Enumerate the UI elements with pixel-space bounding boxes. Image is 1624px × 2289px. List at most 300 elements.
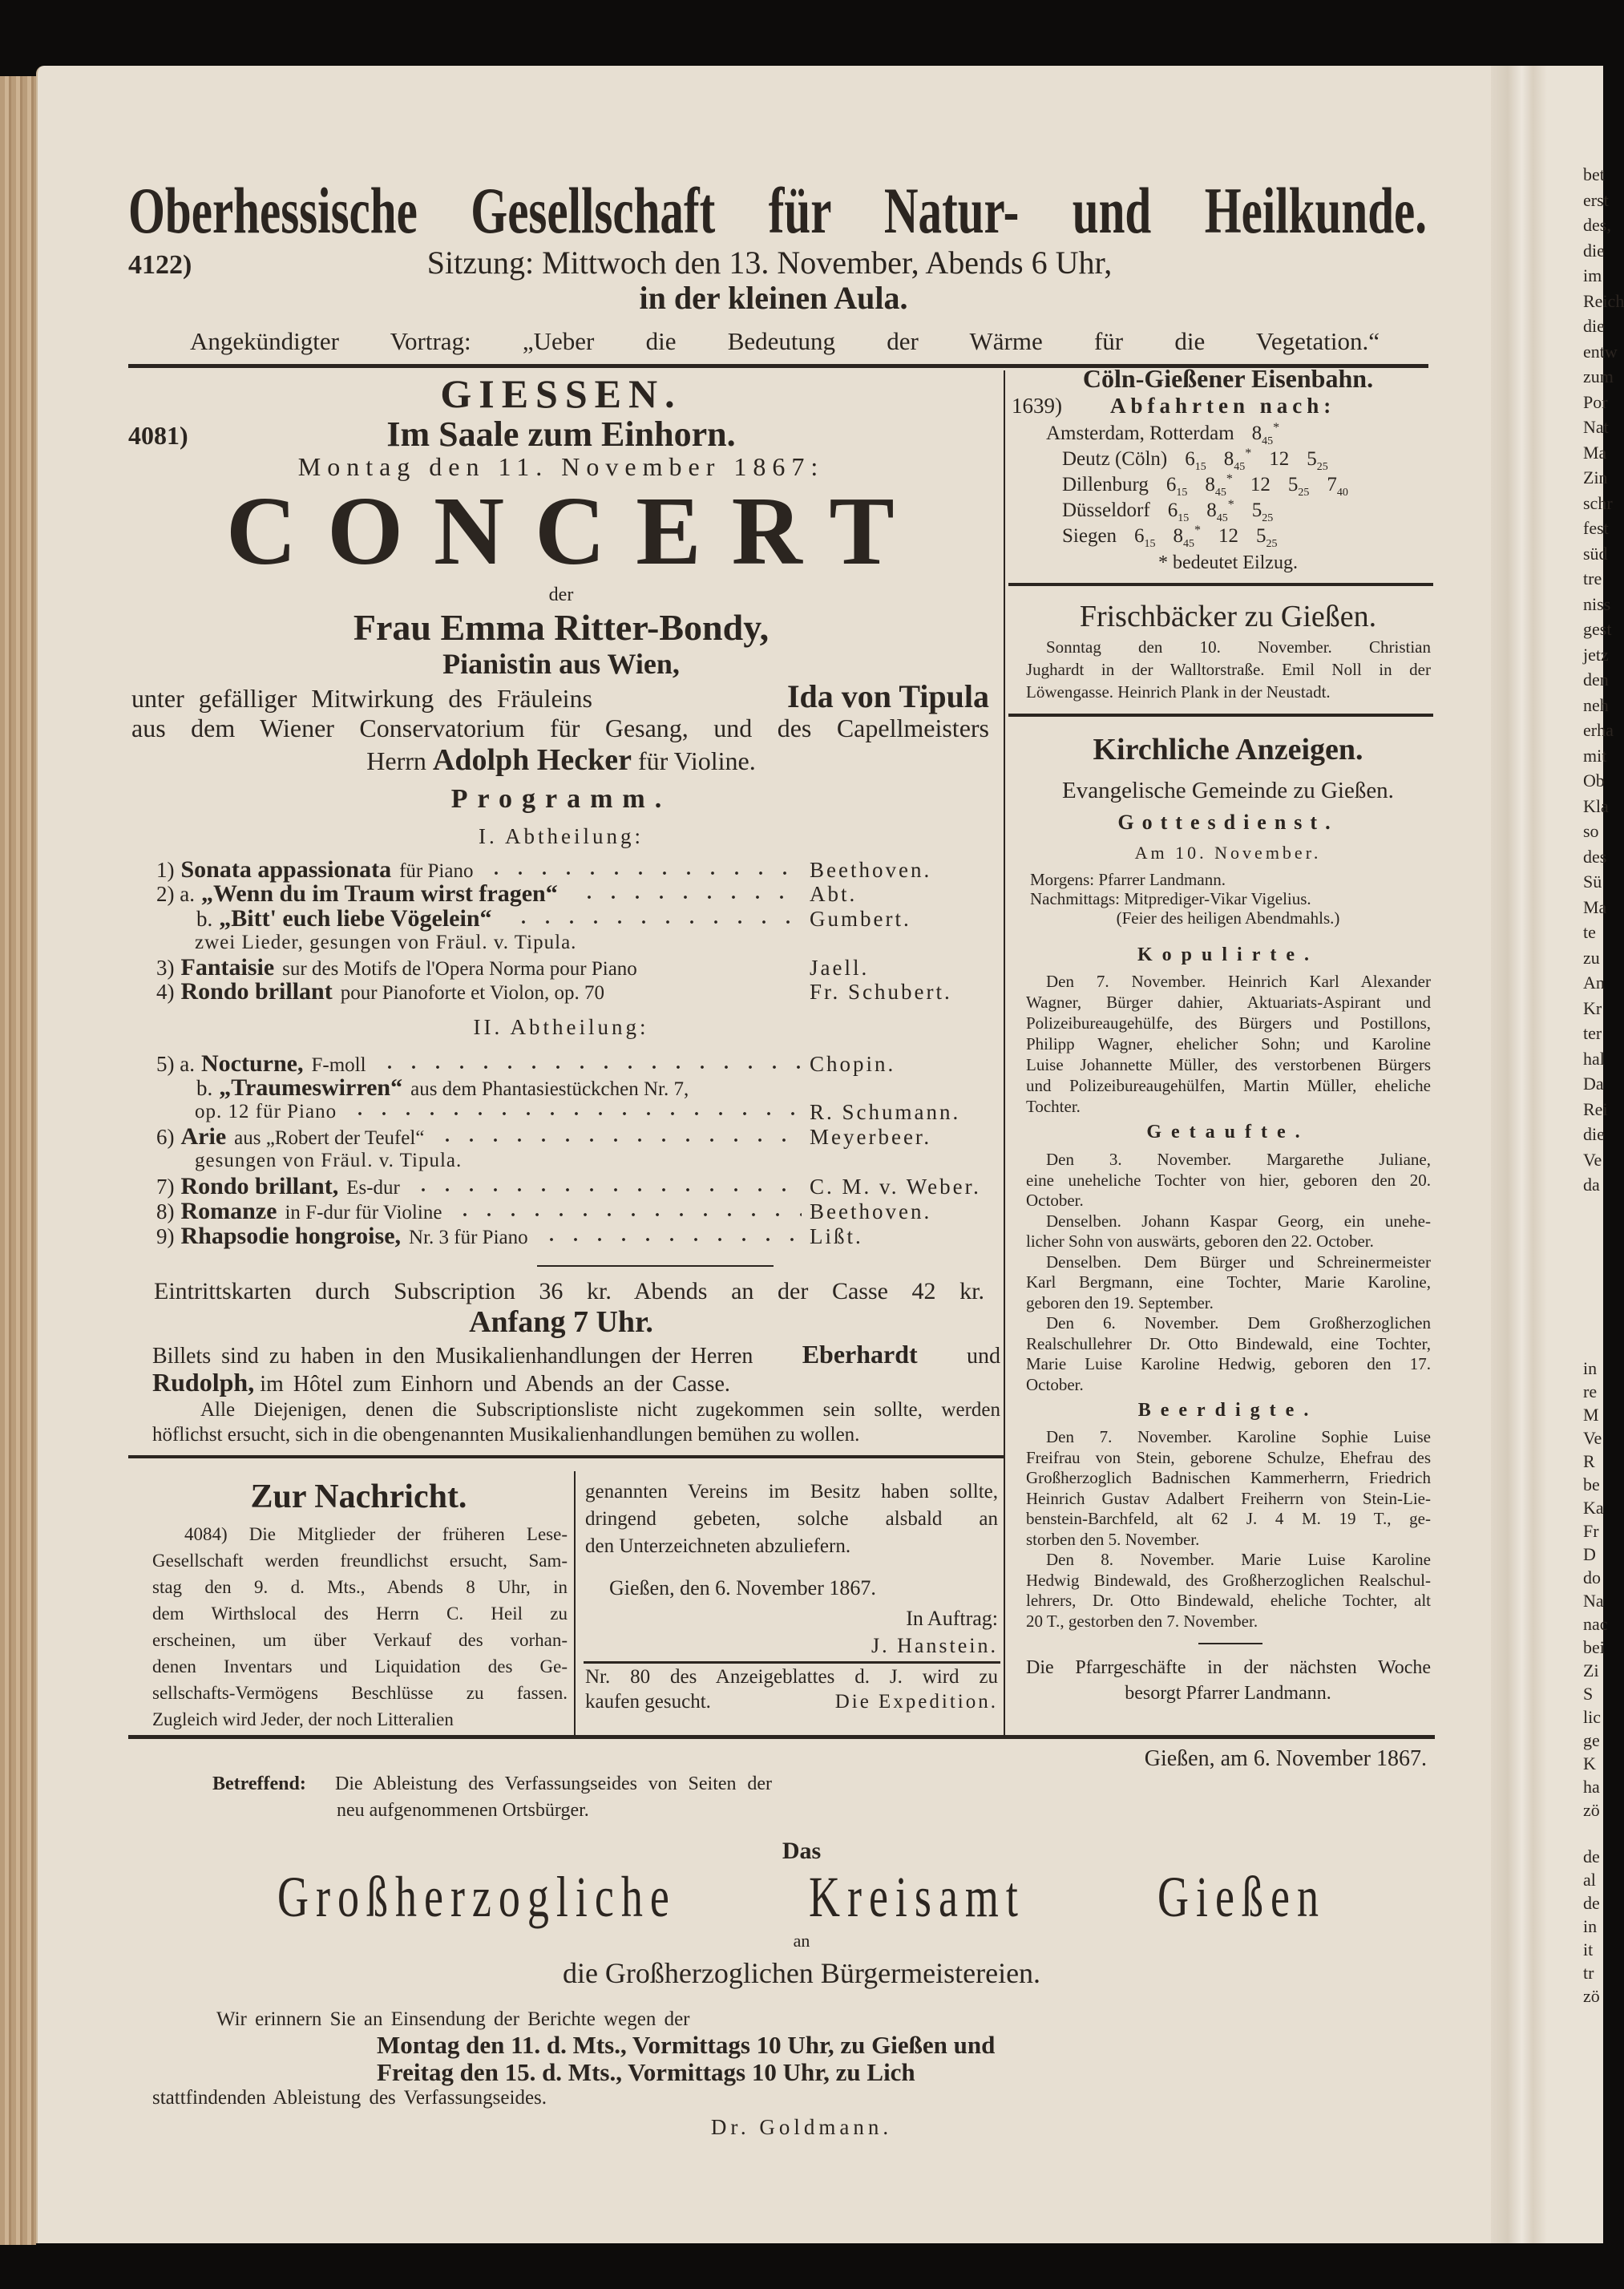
program-item-detail: aus dem Phantasiestückchen Nr. 7, <box>410 1078 689 1100</box>
program-item-main <box>156 1224 810 1248</box>
leader-dots <box>511 918 802 926</box>
program-item-composer: R. Schumann. <box>810 1100 961 1124</box>
burial-line: Großherzoglich Badnischen Kammerherrn, Friedrich <box>1026 1468 1431 1487</box>
railway-express-note: * bedeutet Eilzug. <box>1158 552 1298 573</box>
departure-time <box>1185 448 1206 473</box>
program-item-detail: für Piano <box>399 860 474 882</box>
railway-station: Dillenburg <box>1062 474 1149 495</box>
burial-line: Freifrau von Stein, geborene Schulze, Ehefrau des <box>1026 1447 1431 1467</box>
facing-page-fragment: tre <box>1583 568 1602 588</box>
departure-time <box>1251 499 1274 524</box>
departure-hour: 6 <box>1134 525 1145 547</box>
facing-page-fragment: de <box>1583 1893 1600 1913</box>
burial-line: Heinrich Gustav Adalbert Freiherrn von Stein-Lie- <box>1026 1488 1431 1508</box>
departure-minutes: 45 <box>1183 538 1195 550</box>
nachricht-continued-line: dringend gebeten, solche alsbald an <box>585 1508 998 1530</box>
program-item <box>156 931 1006 955</box>
program-item-main <box>156 882 810 906</box>
program-item-title: „Bitt' euch liebe Vögelein“ <box>219 905 492 932</box>
book-gutter <box>1491 66 1547 2243</box>
departure-minutes: 45 <box>1214 487 1226 499</box>
program-item <box>156 1076 1006 1100</box>
facing-page-fragment: D <box>1583 1544 1596 1564</box>
departure-time <box>1205 472 1233 499</box>
facing-page-fragment: neh <box>1583 694 1609 715</box>
rule-church-closing <box>1198 1643 1262 1644</box>
program-item-detail: in F-dur für Violine <box>285 1202 442 1223</box>
program-item <box>156 980 1006 1004</box>
program-item-main <box>156 1052 810 1076</box>
leader-dots <box>378 1063 802 1071</box>
departure-minutes: 25 <box>1298 487 1310 499</box>
facing-page-fragment: da <box>1583 1175 1600 1195</box>
facing-page-fragment: Ma <box>1583 442 1607 463</box>
facing-page-fragment: it <box>1583 1939 1594 1959</box>
kreisamt-date-2: Freitag den 15. d. Mts., Vormittags 10 Uhr, zu Lich <box>377 2058 915 2086</box>
departure-hour: 5 <box>1287 474 1299 495</box>
facing-page-fragment: Ma <box>1583 896 1607 917</box>
burials-heading: Beerdigte. <box>1137 1400 1319 1421</box>
departure-hour: 6 <box>1165 474 1177 495</box>
leader-dots <box>348 1110 802 1118</box>
departure-time <box>1173 524 1202 550</box>
rule-concert-end <box>128 1455 1004 1458</box>
concert-line-3-prefix: Herrn <box>366 746 426 775</box>
billets-line-2 <box>152 1369 730 1396</box>
billets-location: im Hôtel zum Einhorn und Abends an der Casse. <box>260 1372 730 1397</box>
program-item-title: Romanze <box>180 1198 277 1224</box>
bakers-title: Frischbäcker zu Gießen. <box>1079 600 1377 633</box>
rule-bakers <box>1008 714 1433 717</box>
facing-page-fragment: süd <box>1583 543 1608 564</box>
program-item <box>156 858 1006 882</box>
kreisamt-recipients: die Großherzoglichen Bürgermeistereien. <box>562 1957 1041 1989</box>
society-title: Oberhessische Gesellschaft für Natur- und Heilkunde. <box>128 174 1428 247</box>
facing-page-fragment: Nat <box>1583 417 1609 437</box>
program-item-composer: Meyerbeer. <box>810 1125 932 1149</box>
program-item-detail: sur des Motifs de l'Opera Norma pour Piano <box>282 958 637 980</box>
express-marker: * <box>1226 472 1233 486</box>
facing-page-fragment: re <box>1583 1381 1598 1401</box>
departure-time <box>1250 474 1271 495</box>
nachricht-line: erscheinen, um über Verkauf des vorhan- <box>152 1630 568 1650</box>
baptism-line: October. <box>1026 1374 1084 1394</box>
program-item-main <box>195 1149 810 1173</box>
program-item-number: 5) a. <box>156 1052 195 1076</box>
program-item-composer: Jaell. <box>810 956 870 980</box>
railway-row <box>1062 447 1328 473</box>
program-item-note: gesungen von Fräul. v. Tipula. <box>195 1150 463 1171</box>
nachricht-place-date: Gießen, den 6. November 1867. <box>609 1576 876 1599</box>
concert-performer-role: Pianistin aus Wien, <box>442 648 680 680</box>
billets-text: Billets sind zu haben in den Musikalienhandlungen der Herren <box>152 1344 753 1369</box>
burial-line: 20 T., gestorben den 7. November. <box>1026 1611 1258 1631</box>
program-item-number: 1) <box>156 858 175 882</box>
departure-time <box>1307 448 1328 473</box>
departure-time <box>1287 474 1310 499</box>
baptism-line: Denselben. Dem Bürger und Schreinermeister <box>1046 1252 1431 1272</box>
departure-time <box>1206 498 1234 524</box>
program-item-title: Sonata appassionata <box>180 856 392 883</box>
facing-page-fragment: mit <box>1583 745 1607 766</box>
program-item <box>156 956 1006 980</box>
program-item-number: 3) <box>156 956 175 980</box>
services-morning: Morgens: Pfarrer Landmann. <box>1030 870 1226 889</box>
nachricht-title: Zur Nachricht. <box>250 1478 467 1515</box>
departure-hour: 12 <box>1218 525 1239 547</box>
book-page-edges <box>0 76 36 2245</box>
nachricht-by-order: In Auftrag: <box>906 1607 998 1630</box>
billets-shop-eberhardt: Eberhardt <box>802 1340 918 1369</box>
facing-page-fragment: al <box>1583 1870 1596 1890</box>
facing-page-fragment: Ob <box>1583 770 1605 791</box>
program-item-title: Rondo brillant, <box>180 1173 339 1199</box>
program-item-main <box>156 1199 810 1223</box>
railway-row <box>1046 422 1279 447</box>
departure-hour: 6 <box>1167 499 1178 521</box>
departure-hour: 6 <box>1185 448 1195 470</box>
railway-station: Amsterdam, Rotterdam <box>1046 423 1234 444</box>
program-item-composer: Lißt. <box>810 1224 863 1248</box>
kreisamt-subject-line-2: neu aufgenommenen Ortsbürger. <box>337 1800 589 1821</box>
baptism-line: Denselben. Johann Kaspar Georg, ein unehe- <box>1046 1211 1431 1231</box>
nachricht-line: 4084) Die Mitglieder der früheren Lese- <box>184 1524 568 1544</box>
program-item <box>156 882 1006 906</box>
concert-violinist: Adolph Hecker <box>432 743 632 777</box>
burial-line: Den 7. November. Karoline Sophie Luise <box>1046 1427 1431 1446</box>
bakers-line: Sonntag den 10. November. Christian <box>1046 637 1431 657</box>
program-item <box>156 1052 1006 1076</box>
leader-dots <box>435 1136 802 1144</box>
baptism-line: Realschullehrer Dr. Otto Bindewald, eine Tochter, <box>1026 1333 1431 1353</box>
program-item-main <box>156 1125 810 1149</box>
rule-program-end <box>537 1265 774 1267</box>
departure-time <box>1251 421 1280 447</box>
nachricht-signature: J. Hanstein. <box>871 1634 998 1657</box>
nachricht-line: sellschafts-Vermögens Beschlüsse zu fassen. <box>152 1683 568 1703</box>
facing-page-fragment: K <box>1583 1753 1596 1773</box>
concert-line-3-suffix: für Violine. <box>637 746 756 775</box>
church-closing-line-2: besorgt Pfarrer Landmann. <box>1125 1683 1331 1704</box>
burial-line: lehrers, Dr. Otto Bindewald, eheliche Tochter, alt <box>1026 1591 1431 1610</box>
nachricht-continued-line: genannten Vereins im Besitz haben sollte, <box>585 1481 998 1502</box>
facing-page-fragment: ha <box>1583 1777 1600 1797</box>
departure-hour: 8 <box>1223 448 1234 470</box>
church-congregation: Evangelische Gemeinde zu Gießen. <box>1062 778 1394 803</box>
program-item <box>156 1125 1006 1149</box>
nachricht-line: Gesellschaft werden freundlichst ersucht, Sam- <box>152 1551 568 1571</box>
departure-minutes: 25 <box>1316 461 1328 473</box>
bakers-line: Löwengasse. Heinrich Plank in der Neustadt. <box>1026 682 1331 702</box>
facing-page-fragment: ter <box>1583 1023 1602 1043</box>
nachricht-line: dem Wirthslocal des Herrn C. Heil zu <box>152 1604 568 1624</box>
departure-minutes: 45 <box>1234 461 1246 473</box>
program-heading: Programm. <box>450 784 672 814</box>
rule-wanted <box>584 1661 1000 1664</box>
facing-page-fragment: Rei <box>1583 1098 1608 1119</box>
concert-line-2: aus dem Wiener Conservatorium für Gesang, und des Capellmeisters <box>131 714 989 742</box>
burial-line: Hedwig Bindewald, des Großherzoglichen Realschul- <box>1026 1570 1431 1590</box>
facing-page-fragment: Kr <box>1583 997 1602 1018</box>
concert-venue: Im Saale zum Einhorn. <box>386 415 736 454</box>
railway-row <box>1062 524 1278 550</box>
program-item <box>156 1224 1006 1248</box>
program-item-main <box>196 907 810 931</box>
departure-hour: 5 <box>1307 448 1317 470</box>
concert-title: CONCERT <box>226 477 925 585</box>
bakers-line: Jughardt in der Walltorstraße. Emil Noll in der <box>1026 660 1431 679</box>
program-item-title: „Wenn du im Traum wirst fragen“ <box>200 880 558 907</box>
program-item <box>156 1100 1006 1124</box>
kreisamt-an: an <box>793 1931 810 1951</box>
baptism-line: Den 3. November. Margarethe Juliane, <box>1046 1150 1431 1169</box>
facing-page-fragment: Da <box>1583 1074 1604 1094</box>
departure-time <box>1327 474 1348 499</box>
concert-notice-number: 4081) <box>128 421 188 450</box>
session-line: Sitzung: Mittwoch den 13. November, Abends 6 Uhr, <box>426 245 1113 281</box>
program-item-title: Arie <box>180 1123 227 1150</box>
departure-hour: 8 <box>1251 423 1262 444</box>
facing-page-fragment: lic <box>1583 1707 1601 1727</box>
facing-page-fragment: die <box>1583 1124 1605 1144</box>
billets-line-1 <box>152 1341 1000 1368</box>
program-item-composer: C. M. v. Weber. <box>810 1175 981 1199</box>
program-item-number: b. <box>196 1076 213 1100</box>
billets-shop-rudolph: Rudolph, <box>152 1368 255 1397</box>
marriage-line: Philipp Wagner, ehelicher Sohn; und Karoline <box>1026 1034 1431 1054</box>
railway-row <box>1062 499 1273 524</box>
program-item-note: zwei Lieder, gesungen von Fräul. v. Tipula. <box>195 932 577 953</box>
baptism-line: geboren den 19. September. <box>1026 1292 1214 1312</box>
program-item-note: op. 12 für Piano <box>195 1101 337 1122</box>
marriages-heading: Kopulirte. <box>1137 944 1319 965</box>
program-item-main <box>156 980 810 1004</box>
facing-page-fragment: die <box>1583 240 1605 261</box>
wanted-line-last: kaufen gesucht. <box>585 1691 711 1713</box>
departure-hour: 5 <box>1251 499 1262 521</box>
program-item <box>156 1199 1006 1223</box>
kreisamt-subject-line-1: Die Ableistung des Verfassungseides von Seiten der <box>335 1773 772 1794</box>
departure-time <box>1256 525 1278 550</box>
departure-minutes: 25 <box>1266 538 1278 550</box>
facing-page-fragment: bet <box>1583 164 1605 184</box>
program-item-main <box>156 858 810 882</box>
services-heading: Gottesdienst. <box>1117 811 1339 834</box>
facing-page-fragment: zum <box>1583 366 1614 386</box>
kreisamt-subject-label: Betreffend: <box>212 1773 306 1794</box>
facing-page-fragment: zu <box>1583 947 1600 968</box>
rule-bottom-section <box>128 1735 1435 1739</box>
subscription-notice-line: höflichst ersucht, sich in die obengenannten Musikalienhandlungen bemühen zu wollen. <box>152 1424 860 1446</box>
concert-city: GIESSEN. <box>440 371 682 416</box>
departure-time <box>1165 474 1188 499</box>
program-item-title: Rhapsodie hongroise, <box>180 1223 402 1249</box>
facing-page-fragment: in <box>1583 1358 1598 1378</box>
burial-line: storben den 5. November. <box>1026 1529 1200 1549</box>
kreisamt-body-end: stattfindenden Ableistung des Verfassungseides. <box>152 2087 547 2109</box>
wanted-line: Nr. 80 des Anzeigeblattes d. J. wird zu <box>585 1666 998 1688</box>
facing-page-fragment: nac <box>1583 1614 1608 1634</box>
lecture-line: Angekündigter Vortrag: „Ueber die Bedeutung der Wärme für die Vegetation.“ <box>190 327 1380 355</box>
departure-minutes: 45 <box>1216 512 1228 524</box>
concert-guest-singer: Ida von Tipula <box>786 678 989 714</box>
nachricht-line: stag den 9. d. Mts., Abends 8 Uhr, in <box>152 1577 568 1597</box>
services-date: Am 10. November. <box>1134 843 1322 863</box>
railway-title: Cöln-Gießener Eisenbahn. <box>1082 364 1374 393</box>
departure-hour: 8 <box>1173 525 1184 547</box>
express-marker: * <box>1194 524 1202 537</box>
baptism-line: Marie Luise Karoline Hedwig, geboren den 17. <box>1026 1354 1431 1373</box>
facing-page-fragment: zö <box>1583 1986 1600 2006</box>
program-item-detail: aus „Robert der Teufel“ <box>234 1127 425 1149</box>
program-part-2-heading: II. Abtheilung: <box>473 1015 649 1039</box>
facing-page-fragment: be <box>1583 1474 1600 1494</box>
concert-der: der <box>548 584 574 605</box>
facing-page-fragment: do <box>1583 1567 1601 1587</box>
railway-notice-number: 1639) <box>1012 394 1062 418</box>
program-item-composer: Chopin. <box>810 1052 896 1076</box>
facing-page-fragment: des <box>1583 846 1607 867</box>
facing-page-fragment: Zin <box>1583 467 1608 487</box>
marriage-line: Den 7. November. Heinrich Karl Alexander <box>1046 972 1431 991</box>
marriage-line: Polizeibureaugehülfe, des Bürgers und Postillons, <box>1026 1013 1431 1033</box>
facing-page-fragment: tr <box>1583 1963 1594 1983</box>
nachricht-divider <box>574 1471 576 1736</box>
facing-page-fragment: jetz <box>1583 644 1609 665</box>
concert-date: Montag den 11. November 1867: <box>297 452 825 481</box>
facing-page-fragment: entw <box>1583 341 1618 362</box>
baptism-line: Den 6. November. Dem Großherzoglichen <box>1046 1313 1431 1333</box>
program-item-number: 4) <box>156 980 175 1004</box>
railway-row <box>1062 473 1348 499</box>
facing-page-fragment: Ka <box>1583 1498 1604 1518</box>
facing-page-fragment: im <box>1583 265 1602 285</box>
facing-page-fragment: te <box>1583 922 1596 942</box>
facing-page-fragment: hal <box>1583 1048 1605 1069</box>
nachricht-continued-line: den Unterzeichneten abzuliefern. <box>585 1535 851 1557</box>
departure-time <box>1218 525 1238 547</box>
express-marker: * <box>1245 447 1252 460</box>
express-marker: * <box>1227 498 1234 512</box>
program-item-number: 9) <box>156 1224 175 1248</box>
facing-page-fragment: bei <box>1583 1637 1605 1657</box>
facing-page-fragment: Fr <box>1583 1521 1599 1541</box>
program-item-composer: Beethoven. <box>810 1199 932 1223</box>
facing-page-fragment: zö <box>1583 1800 1600 1820</box>
departure-minutes: 25 <box>1262 512 1274 524</box>
railway-station: Deutz (Cöln) <box>1062 448 1168 470</box>
facing-page-fragment: gest <box>1583 619 1612 639</box>
church-title: Kirchliche Anzeigen. <box>1093 733 1363 766</box>
baptism-line: Karl Bergmann, eine Tochter, Marie Karoline, <box>1026 1272 1431 1292</box>
departure-hour: 7 <box>1327 474 1337 495</box>
facing-page-fragment: Kla <box>1583 795 1609 816</box>
program-item-main <box>195 931 810 955</box>
program-item <box>156 1175 1006 1199</box>
departure-hour: 5 <box>1256 525 1266 547</box>
program-part-1-heading: I. Abtheilung: <box>479 824 644 848</box>
program-item-title: „Traumeswirren“ <box>219 1074 403 1101</box>
session-location: in der kleinen Aula. <box>639 280 908 316</box>
kreisamt-body: Wir erinnern Sie an Einsendung der Berichte wegen der <box>216 2008 690 2030</box>
facing-page-fragment: erst <box>1583 189 1609 210</box>
facing-page-fragment: R <box>1583 1451 1595 1471</box>
program-item-composer: Beethoven. <box>810 858 932 882</box>
program-item-number: 7) <box>156 1175 175 1199</box>
concert-start-time: Anfang 7 Uhr. <box>469 1305 653 1339</box>
marriage-line: Luise Johannette Müller, des verstorbenen Bürgers <box>1026 1055 1431 1074</box>
program-item-detail: Es-dur <box>346 1177 400 1199</box>
rule-railway <box>1008 583 1433 586</box>
express-marker: * <box>1273 421 1280 435</box>
facing-page-fragment: M <box>1583 1405 1599 1425</box>
facing-page-fragment: schr <box>1583 492 1613 513</box>
facing-page-fragment: ge <box>1583 1730 1600 1750</box>
marriage-line: Tochter. <box>1026 1097 1081 1116</box>
departure-minutes: 15 <box>1178 512 1190 524</box>
facing-page-fragment: Na <box>1583 1591 1604 1611</box>
concert-performer: Frau Emma Ritter-Bondy, <box>353 607 770 648</box>
facing-page-fragment: Sü <box>1583 872 1602 892</box>
facing-page-fragment: de <box>1583 1846 1600 1866</box>
baptism-line: licher Sohn von auswärts, geboren den 22. October. <box>1026 1231 1374 1251</box>
facing-page-fragment: des, <box>1583 215 1611 235</box>
leader-dots <box>539 1235 802 1244</box>
concert-line-1-text: unter gefälliger Mitwirkung des Fräuleins <box>131 684 592 713</box>
railway-station: Düsseldorf <box>1062 499 1150 521</box>
departure-hour: 12 <box>1269 448 1290 470</box>
burial-line: Den 8. November. Marie Luise Karoline <box>1046 1550 1431 1569</box>
facing-page-fragment: An <box>1583 973 1605 993</box>
concert-line-1 <box>131 678 989 714</box>
baptism-line: eine uneheliche Tochter von hier, geboren den 20. <box>1026 1170 1431 1190</box>
departure-minutes: 15 <box>1176 487 1188 499</box>
facing-page-fragment: den <box>1583 669 1609 690</box>
burial-line: benstein-Barchfeld, alt 62 J. 4 M. 19 T., ge- <box>1026 1509 1431 1528</box>
leader-dots <box>411 1186 802 1194</box>
program-item-number: 6) <box>156 1125 175 1149</box>
program-item-main <box>156 1175 810 1199</box>
marriage-line: und Polizeibureaugehülfen, Martin Müller, eheliche <box>1026 1076 1431 1095</box>
program-item-title: Nocturne, <box>200 1050 304 1077</box>
kreisamt-das: Das <box>782 1838 822 1864</box>
leader-dots <box>577 893 802 901</box>
kreisamt-date-1: Montag den 11. d. Mts., Vormittags 10 Uhr, zu Gießen und <box>377 2031 996 2059</box>
kreisamt-authority: Großherzogliche Kreisamt Gießen <box>277 1865 1326 1929</box>
departure-time <box>1134 525 1156 550</box>
leader-dots <box>484 869 802 877</box>
church-closing-line-1: Die Pfarrgeschäfte in der nächsten Woche <box>1026 1657 1431 1678</box>
departure-hour: 12 <box>1250 474 1271 495</box>
program-item-number: b. <box>196 907 213 931</box>
facing-page-fragment: Ve <box>1583 1428 1602 1448</box>
leader-dots <box>453 1211 802 1219</box>
departure-minutes: 15 <box>1144 538 1156 550</box>
facing-page-fragment: in <box>1583 1916 1598 1936</box>
program-item-composer: Abt. <box>810 882 858 906</box>
nachricht-line: denen Inventars und Liquidation des Ge- <box>152 1656 568 1676</box>
departure-time <box>1167 499 1190 524</box>
facing-page-fragment: Zi <box>1583 1660 1599 1680</box>
program-item-detail: pour Pianoforte et Violon, op. 70 <box>340 982 604 1004</box>
facing-page-fragment: die <box>1583 316 1605 336</box>
facing-page-fragment: so <box>1583 821 1599 841</box>
kreisamt-signature: Dr. Goldmann. <box>710 2115 893 2139</box>
program-item <box>156 907 1006 931</box>
ticket-prices: Eintrittskarten durch Subscription 36 kr. Abends an der Casse 42 kr. <box>154 1278 984 1304</box>
kreisamt-place-date: Gießen, am 6. November 1867. <box>1144 1746 1427 1771</box>
facing-page-fragment: fest <box>1583 518 1609 538</box>
